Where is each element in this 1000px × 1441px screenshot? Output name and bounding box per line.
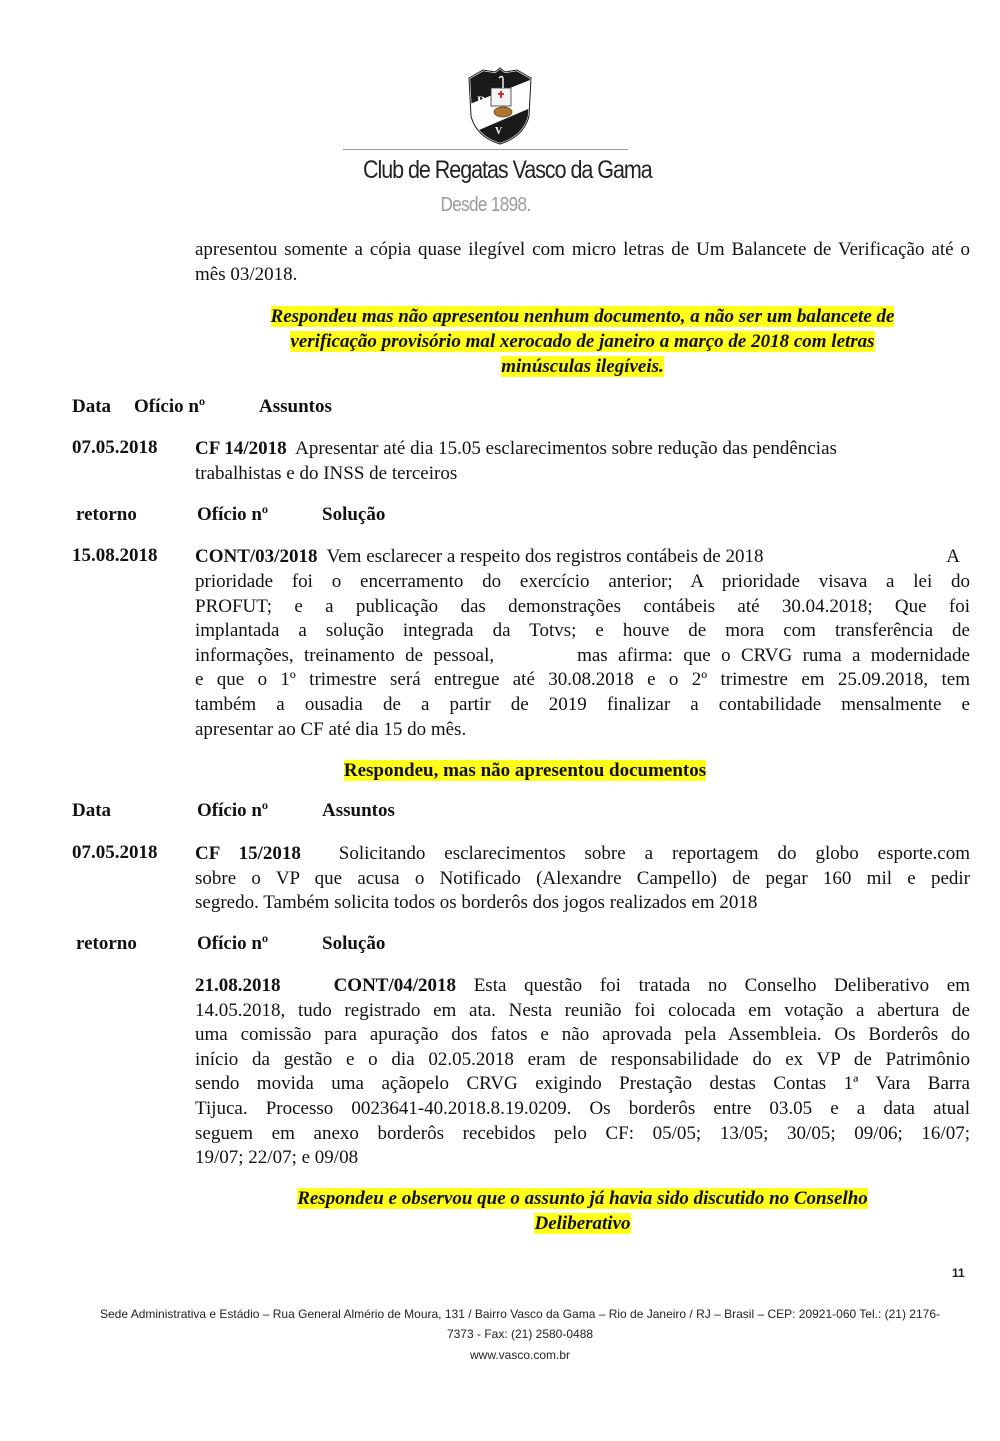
solution-line: início da gestão e o dia 02.05.2018 eram de responsabilidade do ex VP de Patrimônio bbox=[195, 1048, 970, 1070]
column-header-return: retorno bbox=[76, 504, 137, 525]
entry-date: 07.05.2018 bbox=[72, 842, 158, 863]
column-header-return: retorno bbox=[76, 933, 137, 954]
solution-line: informações, treinamento de pessoal, mas afirma: que o CRVG ruma a modernidade bbox=[195, 644, 970, 666]
solution-line: apresentar ao CF até dia 15 do mês. bbox=[195, 718, 467, 740]
svg-text:V: V bbox=[495, 126, 503, 137]
entry-line: segredo. Também solicita todos os borderôs dos jogos realizados em 2018 bbox=[195, 892, 758, 914]
footer-phone: 7373 - Fax: (21) 2580-0488 bbox=[446, 1327, 594, 1341]
footer-address: Sede Administrativa e Estádio – Rua General Almério de Moura, 131 / Bairro Vasco da Gama – Rio de Janeiro / RJ – Brasil – CEP: 20921-060 Tel.: (21) 2176- bbox=[100, 1307, 940, 1321]
column-header-solution: Solução bbox=[322, 504, 386, 525]
return-solution-body bbox=[195, 570, 970, 742]
solution-line: uma comissão para apuração dos fatos e não aprovada pela Assembleia. Os Borderôs do bbox=[195, 1024, 970, 1046]
solution-line: também a ousadia de a partir de 2019 finalizar a contabilidade mensalmente e bbox=[195, 693, 970, 715]
entry-body bbox=[195, 842, 970, 916]
entry-subject-cont: trabalhistas e do INSS de terceiros bbox=[195, 463, 458, 484]
page-number: 11 bbox=[952, 1266, 965, 1280]
section2-highlight bbox=[195, 1186, 970, 1236]
entry-date: 07.05.2018 bbox=[72, 437, 158, 458]
intro-highlight bbox=[195, 304, 970, 379]
entry-subject: Apresentar até dia 15.05 esclarecimentos sobre redução das pendências bbox=[295, 438, 837, 459]
entry-first-line bbox=[195, 437, 837, 462]
solution-line: seguem em anexo borderôs recebidos pelo CF: 05/05; 13/05; 30/05; 09/06; 16/07; bbox=[195, 1122, 970, 1144]
return-solution: Vem esclarecer a respeito dos registros contábeis de 2018 bbox=[326, 546, 764, 567]
return-date: 15.08.2018 bbox=[72, 545, 158, 566]
highlight-line: Respondeu e observou que o assunto já havia sido discutido no Conselho bbox=[297, 1188, 868, 1209]
entry-oficio: CF 15/2018 bbox=[195, 843, 301, 864]
return-solution-body bbox=[195, 974, 970, 1171]
club-name: Club de Regatas Vasco da Gama bbox=[362, 156, 652, 184]
entry-line: sobre o VP que acusa o Notificado (Alexandre Campello) de pegar 160 mil e pedir bbox=[195, 867, 970, 889]
footer-website: www.vasco.com.br bbox=[469, 1348, 571, 1362]
column-header-oficio: Ofício nº bbox=[197, 800, 269, 821]
column-header-date: Data bbox=[72, 800, 112, 821]
highlight-line: minúsculas ilegíveis. bbox=[501, 356, 664, 377]
vasco-crest-icon bbox=[454, 66, 546, 146]
solution-line bbox=[195, 974, 970, 999]
return-first-line bbox=[195, 545, 970, 570]
solution-line: PROFUT; e a publicação das demonstrações contábeis até 30.04.2018; Que foi bbox=[195, 595, 970, 617]
column-header-subject: Assuntos bbox=[322, 800, 395, 821]
entry-line bbox=[195, 842, 970, 867]
entry-subject: Solicitando esclarecimentos sobre a reportagem do globo esporte.com bbox=[338, 843, 970, 864]
solution-line: sendo movida uma açãopelo CRVG exigindo Prestação destas Contas 1ª Vara Barra bbox=[195, 1073, 970, 1095]
solution-line: Tijuca. Processo 0023641-40.2018.8.19.0209. Os borderôs entre 03.05 e a data atual bbox=[195, 1097, 970, 1119]
column-header-solution: Solução bbox=[322, 933, 386, 954]
entry-oficio: CF 14/2018 bbox=[195, 438, 287, 459]
return-oficio: CONT/03/2018 bbox=[195, 546, 318, 567]
highlight-line: Respondeu, mas não apresentou documentos bbox=[343, 760, 707, 781]
column-header-oficio: Ofício nº bbox=[197, 504, 269, 525]
return-date: 21.08.2018 bbox=[195, 975, 281, 996]
column-header-date: Data bbox=[72, 396, 112, 417]
return-solution-end: A bbox=[946, 546, 960, 567]
solution-line: e que o 1º trimestre será entregue até 30.08.2018 e o 2º trimestre em 25.09.2018, tem bbox=[195, 669, 970, 691]
solution-line: 19/07; 22/07; e 09/08 bbox=[195, 1147, 359, 1169]
svg-text:R: R bbox=[477, 93, 486, 107]
solution-line: prioridade foi o encerramento do exercício anterior; A prioridade visava a lei do bbox=[195, 571, 970, 592]
club-since: Desde 1898. bbox=[440, 194, 531, 216]
solution-line: 14.05.2018, tudo registrado em ata. Nesta reunião foi colocada em votação a abertura de bbox=[195, 999, 970, 1021]
highlight-line: verificação provisório mal xerocado de janeiro a março de 2018 com letras bbox=[290, 331, 875, 352]
highlight-line: Deliberativo bbox=[534, 1213, 631, 1234]
column-header-oficio: Ofício nº bbox=[197, 933, 269, 954]
header-divider bbox=[343, 149, 628, 150]
return-oficio: CONT/04/2018 bbox=[333, 975, 457, 996]
section1-highlight bbox=[195, 758, 855, 783]
column-header-subject: Assuntos bbox=[259, 396, 332, 417]
highlight-line: Respondeu mas não apresentou nenhum documento, a não ser um balancete de bbox=[270, 306, 895, 327]
solution-line: implantada a solução integrada da Totvs; e houve de mora com transferência de bbox=[195, 620, 970, 642]
intro-paragraph: apresentou somente a cópia quase ilegível com micro letras de Um Balancete de Verificação até o mês 03/2018. bbox=[195, 239, 970, 285]
return-solution: Esta questão foi tratada no Conselho Deliberativo em bbox=[473, 975, 971, 996]
column-header-oficio: Ofício nº bbox=[134, 396, 206, 417]
